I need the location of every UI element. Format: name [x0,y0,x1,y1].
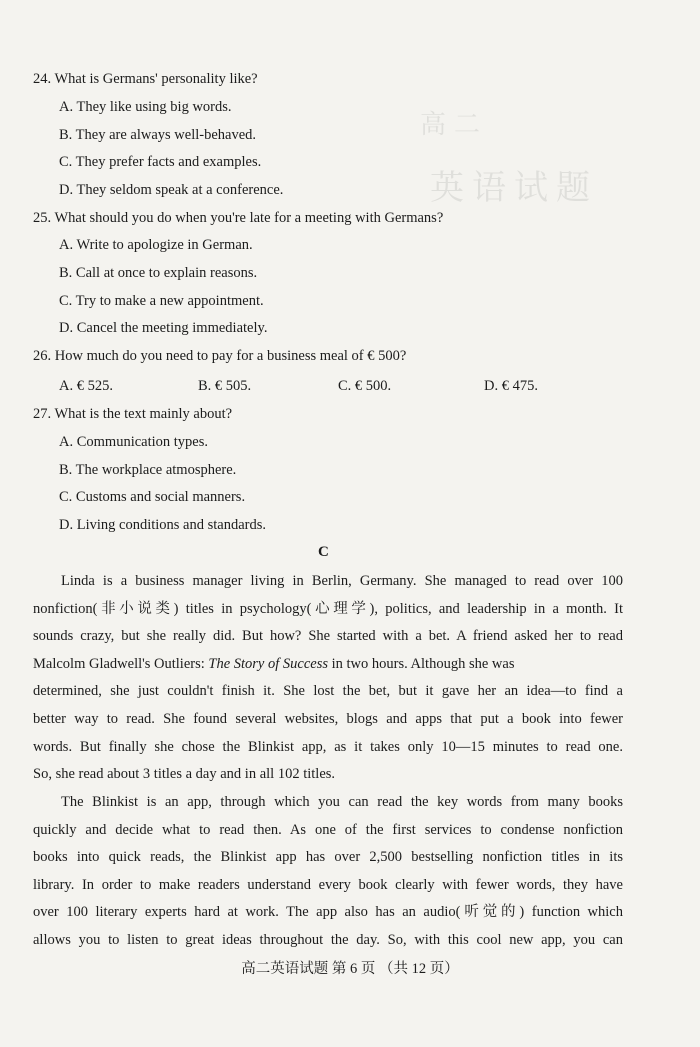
answer-option: A. Write to apologize in German. [59,237,253,253]
page-footer: 高二英语试题 第 6 页 （共 12 页） [241,961,459,977]
book-author-title: Malcolm Gladwell's Outliers: [33,655,209,672]
bleed-through-mark: 高二 [420,110,489,139]
passage-line: quickly and decide what to read then. As one of the first services to condense nonfiction [33,821,623,838]
answer-option: A. They like using big words. [59,99,232,115]
answer-option: C. Try to make a new appointment. [59,293,264,309]
passage-line: books into quick reads, the Blinkist app has over 2,500 bestselling nonfiction titles in its [33,849,623,866]
passage-line: allows you to listen to great ideas throughout the day. So, with this cool new app, you can [33,931,623,948]
answer-option: D. Cancel the meeting immediately. [59,320,268,336]
passage-line: So, she read about 3 titles a day and in all 102 titles. [33,766,336,783]
passage-line: sounds crazy, but she really did. But how? She started with a bet. A friend asked her to read [33,628,623,645]
passage-line: nonfiction(非小说类) titles in psychology(心理学), politics, and leadership in a month. It [33,600,623,617]
answer-option: D. They seldom speak at a conference. [59,182,284,198]
question-stem: 24. What is Germans' personality like? [33,71,258,87]
passage-text: in two hours. Although she was [327,655,515,672]
answer-option: A. € 525. [59,378,113,394]
passage-line: Linda is a business manager living in Berlin, Germany. She managed to read over 100 [61,573,623,589]
question-stem: 27. What is the text mainly about? [33,406,233,422]
section-heading: C [318,544,329,560]
question-stem: 25. What should you do when you're late for a meeting with Germans? [33,210,444,226]
passage-line: over 100 literary experts hard at work. The app also has an audio(听觉的) function which [33,904,623,921]
passage-line [33,651,623,679]
passage-line: determined, she just couldn't finish it. She lost the bet, but it gave her an idea—to find a [33,683,623,700]
answer-option: C. € 500. [338,378,392,394]
passage-line: better way to read. She found several websites, blogs and apps that put a book into fewer [33,710,623,727]
passage-line: words. But finally she chose the Blinkist app, as it takes only 10—15 minutes to read one. [33,738,623,755]
passage-paragraph [33,568,623,789]
answer-option: C. Customs and social manners. [59,489,246,505]
answer-option: A. Communication types. [59,434,209,450]
answer-option: D. Living conditions and standards. [59,517,267,533]
bleed-through-mark: 英语试题 [430,170,598,207]
answer-option: B. The workplace atmosphere. [59,462,237,478]
answer-option: D. € 475. [484,378,538,394]
question-stem: 26. How much do you need to pay for a business meal of € 500? [33,348,407,364]
passage-line: The Blinkist is an app, through which you can read the key words from many books [61,794,623,810]
book-title-italic: The Story of Success [208,655,328,672]
passage-line: library. In order to make readers understand every book clearly with fewer words, they have [33,876,623,893]
answer-option: C. They prefer facts and examples. [59,154,262,170]
answer-option: B. € 505. [198,378,252,394]
passage-paragraph [33,789,623,955]
answer-option: B. Call at once to explain reasons. [59,265,258,281]
answer-option: B. They are always well-behaved. [59,127,257,143]
